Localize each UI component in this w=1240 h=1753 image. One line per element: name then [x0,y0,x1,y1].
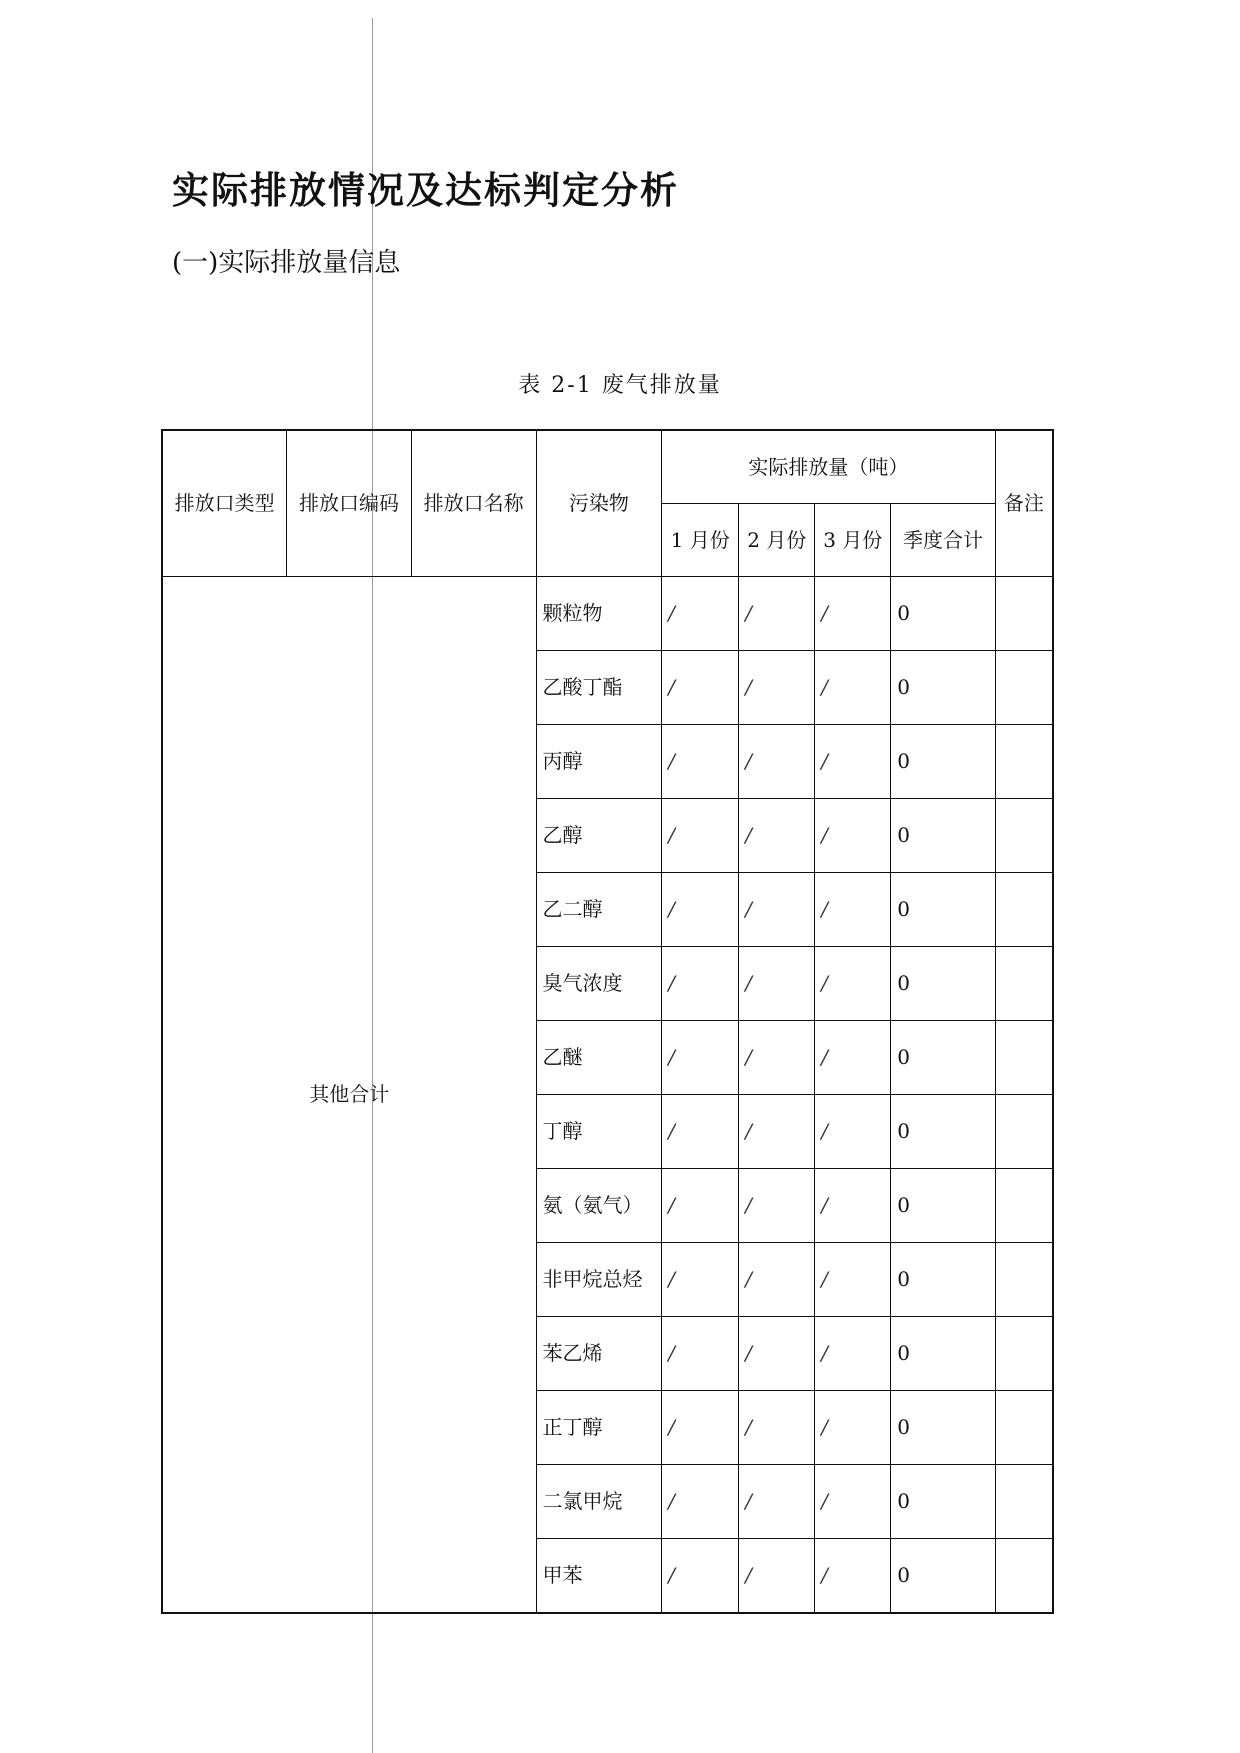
month-1-cell: / [662,1243,739,1317]
month-2-cell: / [739,725,815,799]
pollutant-cell: 乙二醇 [536,873,662,947]
month-2-cell: / [739,873,815,947]
month-2-cell: / [739,1465,815,1539]
month-2-cell: / [739,947,815,1021]
header-month-3: 3 月份 [815,504,891,577]
header-remark: 备注 [995,430,1053,577]
header-quarter-total: 季度合计 [891,504,995,577]
pollutant-cell: 甲苯 [536,1539,662,1614]
remark-cell [995,651,1053,725]
pollutant-cell: 氨（氨气） [536,1169,662,1243]
month-2-cell: / [739,1317,815,1391]
subsection-heading: (一)实际排放量信息 [172,248,401,278]
quarter-total-cell: 0 [891,1169,995,1243]
pollutant-cell: 苯乙烯 [536,1317,662,1391]
merged-outlet-cell: 其他合计 [162,577,536,1614]
header-outlet-name: 排放口名称 [411,430,536,577]
month-3-cell: / [815,1095,891,1169]
month-2-cell: / [739,651,815,725]
quarter-total-cell: 0 [891,725,995,799]
month-1-cell: / [662,873,739,947]
month-1-cell: / [662,1317,739,1391]
pollutant-cell: 乙醇 [536,799,662,873]
month-1-cell: / [662,1391,739,1465]
month-3-cell: / [815,1021,891,1095]
month-2-cell: / [739,1391,815,1465]
remark-cell [995,1243,1053,1317]
month-1-cell: / [662,1539,739,1614]
remark-cell [995,873,1053,947]
header-pollutant: 污染物 [536,430,662,577]
month-3-cell: / [815,1539,891,1614]
month-2-cell: / [739,1169,815,1243]
month-1-cell: / [662,1021,739,1095]
month-3-cell: / [815,725,891,799]
month-2-cell: / [739,799,815,873]
remark-cell [995,1465,1053,1539]
quarter-total-cell: 0 [891,1021,995,1095]
header-actual-emission: 实际排放量（吨） [662,430,995,504]
quarter-total-cell: 0 [891,799,995,873]
header-month-1: 1 月份 [662,504,739,577]
quarter-total-cell: 0 [891,1539,995,1614]
month-2-cell: / [739,1095,815,1169]
pollutant-cell: 二氯甲烷 [536,1465,662,1539]
month-3-cell: / [815,577,891,651]
quarter-total-cell: 0 [891,577,995,651]
remark-cell [995,947,1053,1021]
pollutant-cell: 颗粒物 [536,577,662,651]
month-1-cell: / [662,651,739,725]
month-2-cell: / [739,577,815,651]
quarter-total-cell: 0 [891,1095,995,1169]
month-3-cell: / [815,1391,891,1465]
remark-cell [995,577,1053,651]
month-3-cell: / [815,799,891,873]
month-2-cell: / [739,1243,815,1317]
pollutant-cell: 正丁醇 [536,1391,662,1465]
header-outlet-type: 排放口类型 [162,430,287,577]
quarter-total-cell: 0 [891,1317,995,1391]
quarter-total-cell: 0 [891,947,995,1021]
month-3-cell: / [815,947,891,1021]
month-3-cell: / [815,651,891,725]
month-3-cell: / [815,1243,891,1317]
pollutant-cell: 臭气浓度 [536,947,662,1021]
month-1-cell: / [662,725,739,799]
month-1-cell: / [662,799,739,873]
table-caption: 表 2-1 废气排放量 [518,373,722,398]
header-month-2: 2 月份 [739,504,815,577]
quarter-total-cell: 0 [891,651,995,725]
quarter-total-cell: 0 [891,1465,995,1539]
remark-cell [995,1169,1053,1243]
month-1-cell: / [662,1465,739,1539]
month-1-cell: / [662,1095,739,1169]
month-1-cell: / [662,577,739,651]
pollutant-cell: 非甲烷总烃 [536,1243,662,1317]
remark-cell [995,1095,1053,1169]
month-1-cell: / [662,947,739,1021]
month-3-cell: / [815,1317,891,1391]
quarter-total-cell: 0 [891,1391,995,1465]
remark-cell [995,1021,1053,1095]
remark-cell [995,1317,1053,1391]
pollutant-cell: 乙酸丁酯 [536,651,662,725]
quarter-total-cell: 0 [891,1243,995,1317]
pollutant-cell: 丁醇 [536,1095,662,1169]
remark-cell [995,1539,1053,1614]
header-outlet-code: 排放口编码 [287,430,412,577]
pollutant-cell: 丙醇 [536,725,662,799]
month-2-cell: / [739,1539,815,1614]
month-2-cell: / [739,1021,815,1095]
pollutant-cell: 乙醚 [536,1021,662,1095]
month-3-cell: / [815,873,891,947]
month-1-cell: / [662,1169,739,1243]
remark-cell [995,725,1053,799]
section-heading: 实际排放情况及达标判定分析 [172,169,679,212]
remark-cell [995,799,1053,873]
month-3-cell: / [815,1169,891,1243]
quarter-total-cell: 0 [891,873,995,947]
remark-cell [995,1391,1053,1465]
month-3-cell: / [815,1465,891,1539]
emission-table [161,429,1054,1614]
table-row [162,577,1053,651]
